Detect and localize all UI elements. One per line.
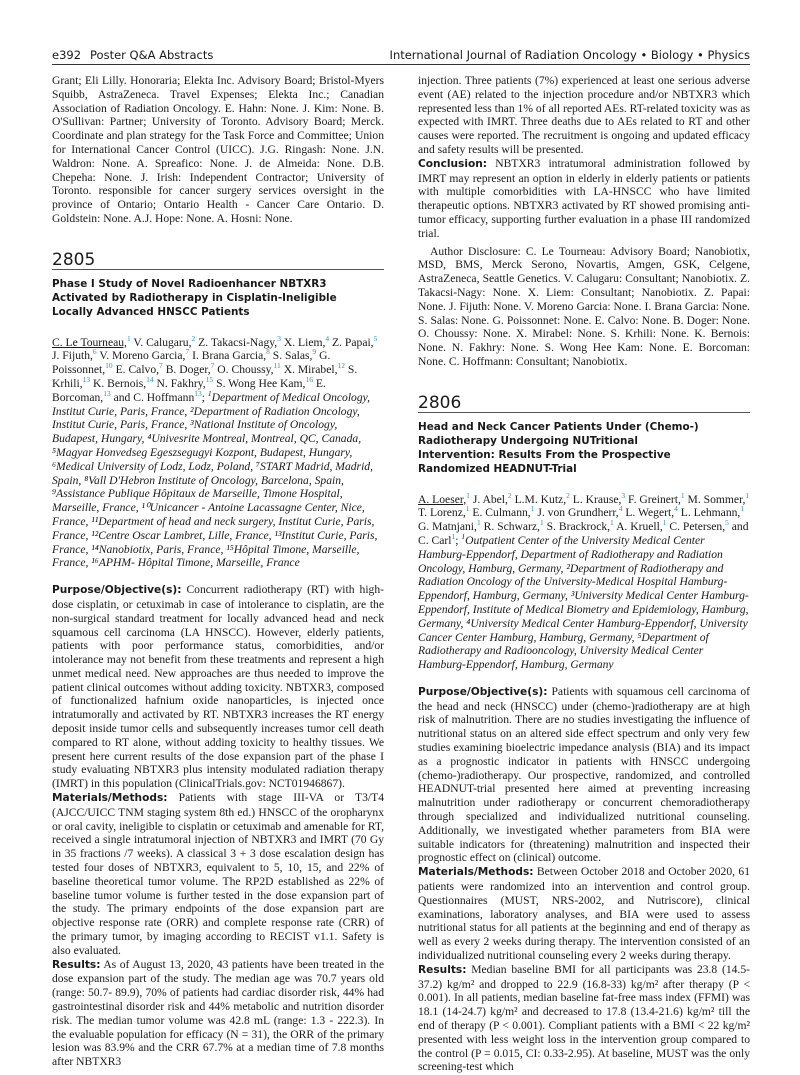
author-name: V. Moreno Garcia, <box>99 349 186 363</box>
affiliation-text: Department of Medical Oncology, Institut Curie, Paris, France, ²Department of Radiation Oncology, Institut Curie, Paris, France, ³National Institute of Oncology, Budapest, Hungary, ⁴Univesrite Montreal, Montreal, QC, Canada, ⁵Magyar Honvedseg Egeszsegugyi Kozpont, Budapest, Hungary, ⁶Medical University of Lodz, Lodz, Poland, ⁷START Madrid, Madrid, Spain, ⁸Vall D'Hebron Institute of Oncology, Barcelona, Spain, ⁹Assistance Publique Hôpitaux de Marseille, Timone Hospital, Marseille, France, ¹⁰Unicancer - Antoine Lacassagne Center, Nice, France, ¹¹Department of head and neck surgery, Institut Curie, Paris, France, ¹²Centre Oscar Lambret, Lille, France, ¹³Institut Curie, Paris, France, ¹⁴Nanobiotix, Paris, France, ¹⁵Hôpital Timone, Marseille, France, ¹⁶APHM- Hôpital Timone, Marseille, France <box>52 390 378 570</box>
continued-disclosure: Grant; Eli Lilly. Honoraria; Elekta Inc. Advisory Board; Bristol-Myers Squibb, AstraZeneca. Travel Expenses; Elekta Inc.; Canadian Association of Radiation Oncology. E. Hahn: None. J. Kim: None. B. O'Sullivan: Partner; University of Toronto. Advisory Board; Merck. Coordinate and plan strategy for the Task Force and Committee; Union for International Cancer Control (UICC). J.G. Ringash: None. J.N. Waldron: None. A. Spreafico: None. J. de Almeida: None. D.B. Chepeha: None. J. Irish: Independent Contractor; University of Toronto. responsible for cancer surgery services oversight in the province of Ontario; Ontario Health - Cancer Care Ontario. D. Goldstein: None. A.J. Hope: None. A. Hosni: None. <box>52 74 384 225</box>
affiliation-ref: 5 <box>725 518 729 528</box>
purpose-section-2806 <box>418 685 750 865</box>
affiliation-ref: 8 <box>266 347 270 357</box>
author-name: N. Fakhry, <box>156 376 206 390</box>
affiliation-ref: 3 <box>621 490 626 500</box>
affiliations: $^1$Outpatient Center of the University Medical Center Hamburg-Eppendorf, Department of Radiotherapy and Radiation Oncology, Hamburg, Germany, ²Department of Radiotherapy and Radiation Oncology of the University-Medical Hospital Hamburg-Eppendorf, Hamburg, Germany, ³University Medical Center Hamburg-Eppendorf, Institute of Medical Biometry and Epidemiology, Hamburg, Germany, ⁴University Medical Center Hamburg-Eppendorf, University Cancer Center Hamburg, Hamburg, Germany, ⁵Department of Radiotherapy and Radiooncology, University Medical Center Hamburg-Eppendorf, Hamburg, Germany <box>418 532 749 672</box>
affiliation-ref: 4 <box>618 504 623 514</box>
author-name: Z. Papai, <box>332 335 374 349</box>
results-section-2806 <box>418 963 750 1074</box>
author-name: G. Poissonnet, <box>52 349 331 377</box>
left-column <box>52 74 384 1069</box>
page-number: e392 <box>52 48 82 62</box>
author-name: O. Choussy, <box>217 363 274 377</box>
purpose-text: Concurrent radiotherapy (RT) with high-dose cisplatin, or cetuximab in case of intolerance to cisplatin, are the non-surgical standard treatment for locally advanced head and neck squamous cell carcinoma (LA HNSCC). However, elderly patients, patients with poor performance status, comorbidities, and/or intolerance may not benefit from these treatments and represent a high unmet medical need. New approaches are thus needed to improve the patient clinical outcomes without adding toxicity. NBTXR3, composed of functionalized hafnium oxide nanoparticles, is injected once intratumorally and activated by RT. NBTXR3 increases the RT energy deposit inside tumor cells and subsequently increases tumor cell death compared to RT alone, without adding toxicity to healthy tissues. We present here current results of the dose expansion part of the phase I study evaluating NBTXR3 plus intensity modulated radiation therapy (IMRT) in this population (ClinicalTrials.gov: NCT01946867). <box>52 583 384 791</box>
author-block-2805: C. Le Tourneau,$^1$ V. Calugaru,$^2$ Z. Takacsi-Nagy,$^3$ X. Liem,$^4$ Z. Papai,$^5$ J. Fijuth,$^6$ V. Moreno Garcia,$^7$ I. Brana Garcia,$^8$ S. Salas,$^9$ G. Poissonnet,$^{10}$ E. Calvo,$^7$ B. Doger,$^7$ O. Choussy,$^{11}$ X. Mirabel,$^{12}$ S. Krhili,$^{13}$ K. Bernois,$^{14}$ N. Fakhry,$^{15}$ S. Wong Hee Kam,$^{16}$ E. Borcoman,$^{13}$ and C. Hoffmann$^{13}$; $^1$Department of Medical Oncology, Institut Curie, Paris, France, ²Department of Radiation Oncology, Institut Curie, Paris, France, ³National Institute of Oncology, Budapest, Hungary, ⁴Univesrite Montreal, Montreal, QC, Canada, ⁵Magyar Honvedseg Egeszsegugyi Kozpont, Budapest, Hungary, ⁶Medical University of Lodz, Lodz, Poland, ⁷START Madrid, Madrid, Spain, ⁸Vall D'Hebron Institute of Oncology, Barcelona, Spain, ⁹Assistance Publique Hôpitaux de Marseille, Timone Hospital, Marseille, France, ¹⁰Unicancer - Antoine Lacassagne Center, Nice, France, ¹¹Department of head and neck surgery, Institut Curie, Paris, France, ¹²Centre Oscar Lambret, Lille, France, ¹³Institut Curie, Paris, France, ¹⁴Nanobiotix, Paris, France, ¹⁵Hôpital Timone, Marseille, France, ¹⁶APHM- Hôpital Timone, Marseille, France <box>52 333 378 570</box>
author-name: M. Sommer, <box>687 492 746 506</box>
abstract-title-2806: Head and Neck Cancer Patients Under (Chemo-) Radiotherapy Undergoing NUTritional Intervention: Results From the Prospective Randomized HEADNUT-Trial <box>418 420 699 475</box>
affiliation-text: Outpatient Center of the University Medical Center Hamburg-Eppendorf, Department of Radiotherapy and Radiation Oncology, Hamburg, Germany, ²Department of Radiotherapy and Radiation Oncology of the University-Medical Hospital Hamburg-Eppendorf, Hamburg, Germany, ³University Medical Center Hamburg-Eppendorf, Institute of Medical Biometry and Epidemiology, Hamburg, Germany, ⁴University Medical Center Hamburg-Eppendorf, University Cancer Center Hamburg, Hamburg, Germany, ⁵Department of Radiotherapy and Radiooncology, University Medical Center Hamburg-Eppendorf, Hamburg, Germany <box>418 533 749 672</box>
author-name: G. Matnjani, <box>418 520 477 534</box>
affiliation-ref: 4 <box>674 504 678 514</box>
running-head-left <box>52 48 213 62</box>
results-continuation-2805: injection. Three patients (7%) experienced at least one serious adverse event (AE) related to the injection procedure and/or NBTXR3 which represented less than 1% of all reported AEs. RT-related toxicity was as expected with IMRT. Three deaths due to AEs related to RT and other causes were reported. The recruitment is ongoing and updated efficacy and safety results will be presented. <box>418 74 750 156</box>
abstract-number-2806: 2806 <box>418 397 750 413</box>
affiliation-ref: 3 <box>277 333 281 343</box>
author-conjunction: and <box>731 520 749 534</box>
author-name: C. Petersen, <box>669 520 726 534</box>
methods-section-2806 <box>418 865 750 963</box>
section-title: Poster Q&A Abstracts <box>90 48 214 62</box>
results-text: Median baseline BMI for all participants was 23.8 (14.5-37.2) kg/m² and dropped to 22.9 (16.8-33) kg/m² after therapy (P < 0.001). In all patients, median baseline fat-free mass index (FFMI) was 18.1 (14-24.7) kg/m² and decreased to 17.8 (13.4-21.6) kg/m² till the end of therapy (P < 0.001). Compliant patients with a BMI < 22 kg/m² presented with less weight loss in the intervention group compared to the control (P = 0.015, CI: 0.33-2.95). At baseline, MUST was the only screening-test which <box>418 962 750 1074</box>
affiliation-ref: 1 <box>466 490 470 500</box>
author-name: X. Mirabel, <box>283 363 338 377</box>
last-author: C. Hoffmann <box>133 390 195 404</box>
affiliation-ref: 5 <box>373 333 378 343</box>
results-label: Results: <box>418 963 467 976</box>
affiliation-ref: 7 <box>159 361 163 371</box>
methods-label: Materials/Methods: <box>52 792 168 805</box>
affiliation-ref: 13 <box>82 375 91 385</box>
methods-label: Materials/Methods: <box>418 866 534 879</box>
affiliation-ref: 15 <box>205 375 214 385</box>
author-name: S. Salas, <box>272 349 313 363</box>
presenting-author: A. Loeser, <box>418 492 467 506</box>
purpose-label: Purpose/Objective(s): <box>418 685 548 698</box>
affiliation-ref: 1 <box>745 490 750 500</box>
running-head <box>52 42 750 65</box>
purpose-section-2805 <box>52 583 384 791</box>
abstract-title-2805: Phase I Study of Novel Radioenhancer NBTXR3 Activated by Radiotherapy in Cisplatin-Ineligible Locally Advanced HNSCC Patients <box>52 277 337 318</box>
author-name: S. Wong Hee Kam, <box>216 376 306 390</box>
author-conjunction: and <box>113 390 131 404</box>
author-name: S. Krhili, <box>52 363 358 390</box>
affiliation-ref: 1 <box>740 504 745 514</box>
last-author: C. Carl <box>418 533 452 547</box>
affiliation-ref: 13 <box>103 388 111 398</box>
author-name: T. Lorenz, <box>418 506 466 520</box>
affiliation-ref: 2 <box>566 490 570 500</box>
author-name: J. Fijuth, <box>52 349 93 363</box>
author-name: X. Liem, <box>283 335 326 349</box>
affiliation-ref: 1 <box>539 518 544 528</box>
author-name: S. Brackrock, <box>546 520 611 534</box>
affiliation-ref: 9 <box>312 347 317 357</box>
author-name: Z. Takacsi-Nagy, <box>198 335 278 349</box>
affiliation-ref: 2 <box>191 333 196 343</box>
author-name: J. von Grundherr, <box>537 506 619 520</box>
author-name: F. Greinert, <box>628 492 681 506</box>
author-name: V. Calugaru, <box>133 335 192 349</box>
results-section-2805 <box>52 958 384 1069</box>
affiliation-ref: 7 <box>185 347 190 357</box>
right-column <box>418 74 750 1074</box>
author-name: E. Borcoman, <box>52 376 326 404</box>
author-block-2806: A. Loeser,$^1$ J. Abel,$^2$ L.M. Kutz,$^2$ L. Krause,$^3$ F. Greinert,$^1$ M. Sommer,$^1$ T. Lorenz,$^1$ E. Culmann,$^1$ J. von Grundherr,$^4$ L. Wegert,$^4$ L. Lehmann,$^1$ G. Matnjani,$^1$ R. Schwarz,$^1$ S. Brackrock,$^1$ A. Kruell,$^1$ C. Petersen,$^5$ and C. Carl$^1$; $^1$Outpatient Center of the University Medical Center Hamburg-Eppendorf, Department of Radiotherapy and Radiation Oncology, Hamburg, Germany, ²Department of Radiotherapy and Radiation Oncology of the University-Medical Hospital Hamburg-Eppendorf, Hamburg, Germany, ³University Medical Center Hamburg-Eppendorf, Institute of Medical Biometry and Epidemiology, Hamburg, Germany, ⁴University Medical Center Hamburg-Eppendorf, University Cancer Center Hamburg, Hamburg, Germany, ⁵Department of Radiotherapy and Radiooncology, University Medical Center Hamburg-Eppendorf, Hamburg, Germany <box>418 490 750 672</box>
author-name: I. Brana Garcia, <box>192 349 267 363</box>
affiliation-ref: 1 <box>530 504 535 514</box>
author-name: L. Wegert, <box>625 506 675 520</box>
affiliation-ref: 1 <box>465 504 470 514</box>
affiliation-ref: 2 <box>507 490 512 500</box>
author-name: J. Abel, <box>472 492 508 506</box>
purpose-label: Purpose/Objective(s): <box>52 584 182 597</box>
conclusion-text: NBTXR3 intratumoral administration followed by IMRT may represent an option in elderly in elderly patients or patients with multiple comorbidities with LA-HNSCC who have limited therapeutic options. NBTXR3 activated by RT showed promising anti-tumor efficacy, supporting further evaluation in a phase III randomized trial. <box>418 156 750 240</box>
author-name: A. Kruell, <box>616 520 663 534</box>
methods-section-2805 <box>52 791 384 958</box>
affiliation-ref: 1 <box>126 333 131 343</box>
methods-text: Between October 2018 and October 2020, 61 patients were randomized into an intervention and control group. Questionnaires (MUST, NRS-2002, and Nutriscore), clinical examinations, laboratory analyses, and BIA were used to assess nutritional status for all patients at the beginning and end of therapy as well as every 2 weeks during therapy. The intervention consisted of an individualized nutritional counseling every 2 weeks during therapy. <box>418 865 750 963</box>
affiliation-ref: 1 <box>610 518 614 528</box>
author-name: R. Schwarz, <box>483 520 540 534</box>
author-name: B. Doger, <box>165 363 211 377</box>
affiliation-ref: 7 <box>210 361 215 371</box>
author-name: K. Bernois, <box>93 376 147 390</box>
results-label: Results: <box>52 958 101 971</box>
affiliation-ref: 10 <box>105 361 113 371</box>
author-name: E. Culmann, <box>472 506 531 520</box>
affiliation-ref: 4 <box>325 333 330 343</box>
journal-title: International Journal of Radiation Oncology • Biology • Physics <box>389 48 750 62</box>
affiliation-ref: 16 <box>305 375 313 385</box>
affiliation-ref: 1 <box>476 518 481 528</box>
presenting-author: C. Le Tourneau, <box>52 335 127 349</box>
affiliation-ref: 6 <box>92 347 97 357</box>
affiliation-ref: 14 <box>146 375 154 385</box>
author-name: L.M. Kutz, <box>514 492 567 506</box>
affiliation-ref: 11 <box>273 361 281 371</box>
affiliation-ref: 1 <box>451 532 456 542</box>
author-name: L. Krause, <box>572 492 622 506</box>
affiliations: $^1$Department of Medical Oncology, Institut Curie, Paris, France, ²Department of Radiation Oncology, Institut Curie, Paris, France, ³National Institute of Oncology, Budapest, Hungary, ⁴Univesrite Montreal, Montreal, QC, Canada, ⁵Magyar Honvedseg Egeszsegugyi Kozpont, Budapest, Hungary, ⁶Medical University of Lodz, Lodz, Poland, ⁷START Madrid, Madrid, Spain, ⁸Vall D'Hebron Institute of Oncology, Barcelona, Spain, ⁹Assistance Publique Hôpitaux de Marseille, Timone Hospital, Marseille, France, ¹⁰Unicancer - Antoine Lacassagne Center, Nice, France, ¹¹Department of head and neck surgery, Institut Curie, Paris, France, ¹²Centre Oscar Lambret, Lille, France, ¹³Institut Curie, Paris, France, ¹⁴Nanobiotix, Paris, France, ¹⁵Hôpital Timone, Marseille, France, ¹⁶APHM- Hôpital Timone, Marseille, France <box>52 388 378 570</box>
results-text: As of August 13, 2020, 43 patients have been treated in the dose expansion part of the study. The median age was 70.7 years old (range: 50.7- 89.9), 70% of patients had cardiac disorder risk, 44% had gastrointestinal disorder risk and 44% metabolic and nutrition disorder risk. The median tumor volume was 42.8 mL (range: 1.3 - 222.3). In the evaluable population for efficacy (N = 31), the ORR of the primary lesion was 83.9% and the CRR 67.7% at a median time of 7.8 months after NBTXR3 <box>52 957 384 1069</box>
author-disclosure-2805: Author Disclosure: C. Le Tourneau: Advisory Board; Nanobiotix, MSD, BMS, Merck Serono, Novartis, Amgen, GSK, Celgene, AstraZeneca, Seattle Genetics. V. Calugaru: Consultant; Nanobiotix. Z. Takacsi-Nagy: None. X. Liem: Consultant; Nanobiotix. Z. Papai: None. J. Fijuth: None. V. Moreno Garcia: None. I. Brana Garcia: None. S. Salas: None. G. Poissonnet: None. E. Calvo: None. B. Doger: None. O. Choussy: None. X. Mirabel: None. S. Krhili: None. K. Bernois: None. N. Fakhry: None. S. Wong Hee Kam: None. E. Borcoman: None. C. Hoffmann: Consultant; Nanobiotix. <box>418 244 750 368</box>
conclusion-section-2805 <box>418 157 750 241</box>
purpose-text: Patients with squamous cell carcinoma of the head and neck (HNSCC) under (chemo-)radiotherapy are at high risk of malnutrition. There are no studies investigating the influence of nutritional status on an altered side effect spectrum and only very few studies examining bioelectric impedance analysis (BIA) and its impact as a prognostic indicator in patients with HNSCC undergoing (chemo-)radiotherapy. Our prospective, randomized, and controlled HEADNUT-trial presented here aimed at preventing increasing malnutrition under radiotherapy or concurrent chemoradiotherapy through specialized and individualized nutritional counseling. Additionally, we investigated whether parameters from BIA were suitable indicators for (threatening) malnutrition and inspected their prognostic effect on (clinical) outcome. <box>418 684 750 865</box>
affiliation-ref: 1 <box>662 518 667 528</box>
affiliation-ref: 13 <box>194 388 202 398</box>
abstract-number-2805: 2805 <box>52 254 384 270</box>
methods-text: Patients with stage III-VA or T3/T4 (AJCC/UICC TNM staging system 8th ed.) HNSCC of the oropharynx or oral cavity, ineligible to cisplatin or cetuximab and amenable for RT, received a single intratumoral injection of NBTXR3 and IMRT (70 Gy in 35 fractions /7 weeks). A classical 3 + 3 dose escalation design has tested four doses of NBTXR3, equivalent to 5, 10, 15, and 22% of baseline theoretical tumor volume. The RP2D established as 22% of baseline tumor volume is further tested in the dose expansion part of the study. The primary endpoints of the dose expansion part are objective response rate (ORR) and complete response rate (CRR) of the primary tumor, by imaging according to RECIST v1.1. Safety is also evaluated. <box>52 791 384 957</box>
author-name: E. Calvo, <box>115 363 160 377</box>
author-name: L. Lehmann, <box>680 506 741 520</box>
affiliation-ref: 12 <box>337 361 345 371</box>
affiliation-ref: 1 <box>680 490 685 500</box>
conclusion-label: Conclusion: <box>418 157 488 170</box>
